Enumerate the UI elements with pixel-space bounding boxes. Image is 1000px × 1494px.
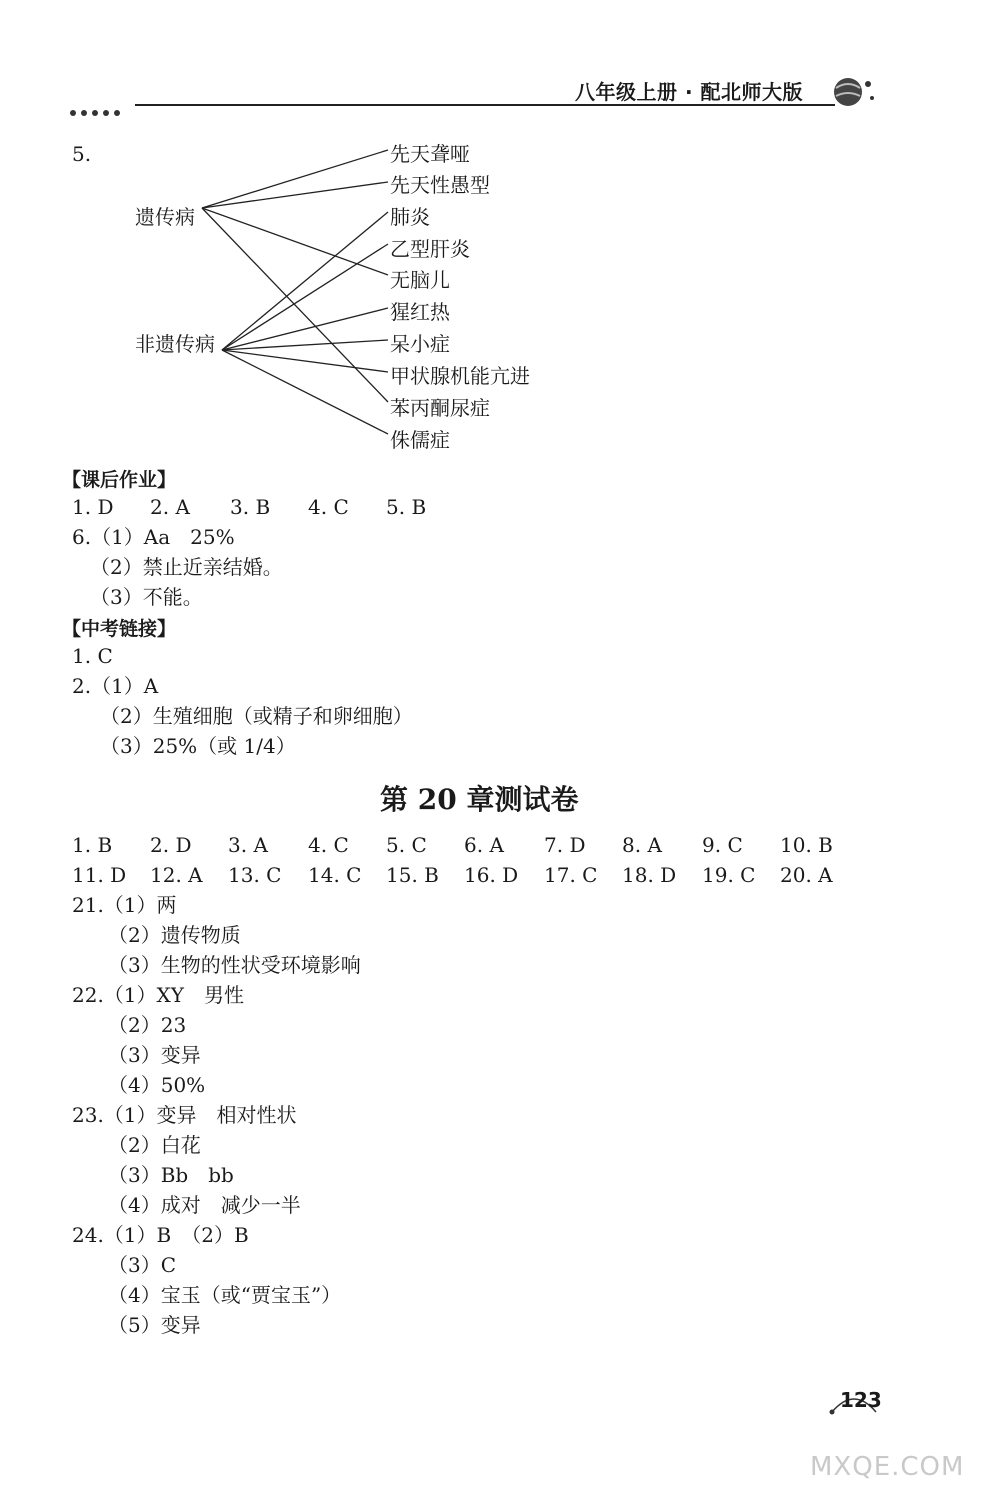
chapter-answer: 10. B: [780, 833, 833, 857]
chapter-answer: 9. C: [702, 833, 743, 857]
chapter-q23-line: （2）白花: [108, 1133, 201, 1157]
q5-right-item: 呆小症: [390, 332, 450, 356]
q5-right-item: 无脑儿: [390, 268, 450, 292]
q5-right-item: 甲状腺机能亢进: [390, 364, 530, 388]
homework-answer: 2. A: [150, 495, 190, 519]
chapter-answer: 12. A: [150, 863, 203, 887]
q5-left-genetic: 遗传病: [135, 205, 195, 229]
chapter-answer: 16. D: [464, 863, 519, 887]
header-dots: [70, 101, 125, 120]
chapter-answer: 14. C: [308, 863, 362, 887]
chapter-q22-line: 22.（1）XY 男性: [72, 983, 244, 1007]
page-number: 123: [840, 1388, 882, 1412]
chapter-q24-line: （3）C: [108, 1253, 177, 1277]
chapter-answer: 5. C: [386, 833, 427, 857]
exam-line: 2.（1）A: [72, 674, 159, 698]
chapter-answer: 4. C: [308, 833, 349, 857]
chapter-answer: 6. A: [464, 833, 504, 857]
q5-right-item: 先天性愚型: [390, 173, 490, 197]
header-globe-icon: [828, 72, 878, 112]
exam-heading: 【中考链接】: [62, 618, 177, 640]
q5-number: 5.: [72, 142, 92, 166]
homework-q6-line: 6.（1）Aa 25%: [72, 525, 235, 549]
chapter-answer: 1. B: [72, 833, 113, 857]
homework-answer: 4. C: [308, 495, 349, 519]
exam-line: 1. C: [72, 644, 113, 668]
watermark-text: MXQE.COM: [810, 1452, 965, 1482]
chapter-q21-line: 21.（1）两: [72, 893, 177, 917]
chapter-q21-line: （3）生物的性状受环境影响: [108, 953, 361, 977]
chapter-answer: 11. D: [72, 863, 127, 887]
homework-q6-line: （3）不能。: [90, 585, 203, 609]
chapter-answer: 3. A: [228, 833, 268, 857]
chapter-answer: 8. A: [622, 833, 662, 857]
chapter-q22-line: （4）50%: [108, 1073, 206, 1097]
chapter-answer: 20. A: [780, 863, 833, 887]
chapter-q22-line: （3）变异: [108, 1043, 201, 1067]
chapter-q23-line: （4）成对 减少一半: [108, 1193, 301, 1217]
q5-right-item: 肺炎: [390, 205, 430, 229]
chapter-q24-line: 24.（1）B （2）B: [72, 1223, 249, 1247]
chapter-q23-line: 23.（1）变异 相对性状: [72, 1103, 297, 1127]
chapter-answer: 17. C: [544, 863, 598, 887]
exam-line: （3）25%（或 1/4）: [100, 734, 296, 758]
chapter-answer: 13. C: [228, 863, 282, 887]
chapter-answer: 15. B: [386, 863, 439, 887]
q5-right-item: 侏儒症: [390, 428, 450, 452]
chapter-q22-line: （2）23: [108, 1013, 187, 1037]
header-title: 八年级上册 · 配北师大版: [575, 80, 804, 104]
chapter-title: 第 20 章测试卷: [380, 783, 579, 816]
q5-right-item: 苯丙酮尿症: [390, 396, 490, 420]
chapter-q24-line: （5）变异: [108, 1313, 201, 1337]
chapter-answer: 18. D: [622, 863, 677, 887]
q5-right-item: 猩红热: [390, 300, 450, 324]
homework-answer: 3. B: [230, 495, 271, 519]
q5-right-item: 先天聋哑: [390, 142, 470, 166]
chapter-answer: 7. D: [544, 833, 586, 857]
chapter-q23-line: （3）Bb bb: [108, 1163, 234, 1187]
homework-answer: 5. B: [386, 495, 427, 519]
homework-q6-line: （2）禁止近亲结婚。: [90, 555, 283, 579]
homework-answer: 1. D: [72, 495, 114, 519]
chapter-q24-line: （4）宝玉（或“贾宝玉”）: [108, 1283, 342, 1307]
chapter-q21-line: （2）遗传物质: [108, 923, 241, 947]
homework-heading: 【课后作业】: [62, 469, 177, 491]
chapter-answer: 2. D: [150, 833, 192, 857]
chapter-answer: 19. C: [702, 863, 756, 887]
q5-right-item: 乙型肝炎: [390, 237, 470, 261]
q5-left-nongenetic: 非遗传病: [135, 332, 215, 356]
exam-line: （2）生殖细胞（或精子和卵细胞）: [100, 704, 413, 728]
